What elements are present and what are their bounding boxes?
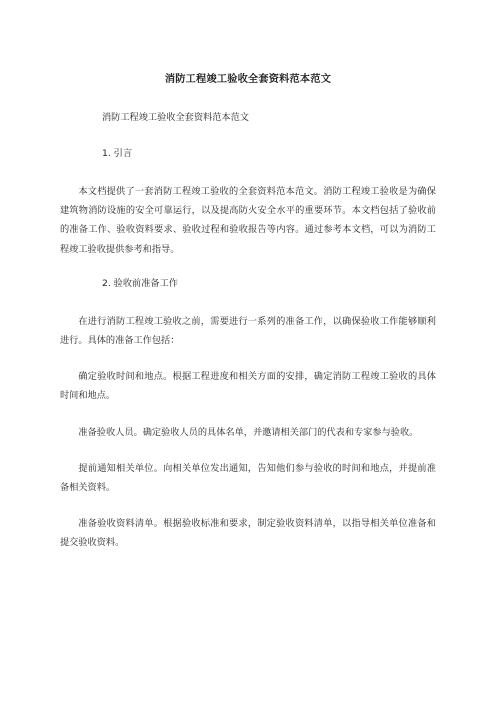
section-paragraph: 准备验收资料清单。根据验收标准和要求，制定验收资料清单，以指导相关单位准备和提交验收资料。 (60, 518, 436, 549)
section-paragraph: 确定验收时间和地点。根据工程进度和相关方面的安排，确定消防工程竣工验收的具体时间和地点。 (60, 371, 436, 402)
document-subtitle: 消防工程竣工验收全套资料范本范文 (102, 112, 249, 123)
section-heading-intro: 1. 引言 (102, 148, 133, 159)
section-paragraph: 在进行消防工程竣工验收之前，需要进行一系列的准备工作，以确保验收工作能够顺利进行。具体的准备工作包括： (60, 315, 436, 347)
document-title: 消防工程竣工验收全套资料范本范文 (164, 74, 332, 85)
section-heading-preparation: 2. 验收前准备工作 (102, 277, 178, 289)
section-paragraph: 提前通知相关单位。向相关单位发出通知，告知他们参与验收的时间和地点，并提前准备相关资料。 (60, 462, 436, 494)
section-paragraph: 准备验收人员。确定验收人员的具体名单，并邀请相关部门的代表和专家参与验收。 (78, 426, 419, 438)
section-paragraph: 本文档提供了一套消防工程竣工验收的全套资料范本范文。消防工程竣工验收是为确保建筑物消防设施的安全可靠运行，以及提高防火安全水平的重要环节。本文档包括了验收前的准备工作、验收资料要求、验收过程和验收报告等内容。通过参考本文档，可以为消防工程竣工验收提供参考和指导。 (60, 186, 436, 255)
